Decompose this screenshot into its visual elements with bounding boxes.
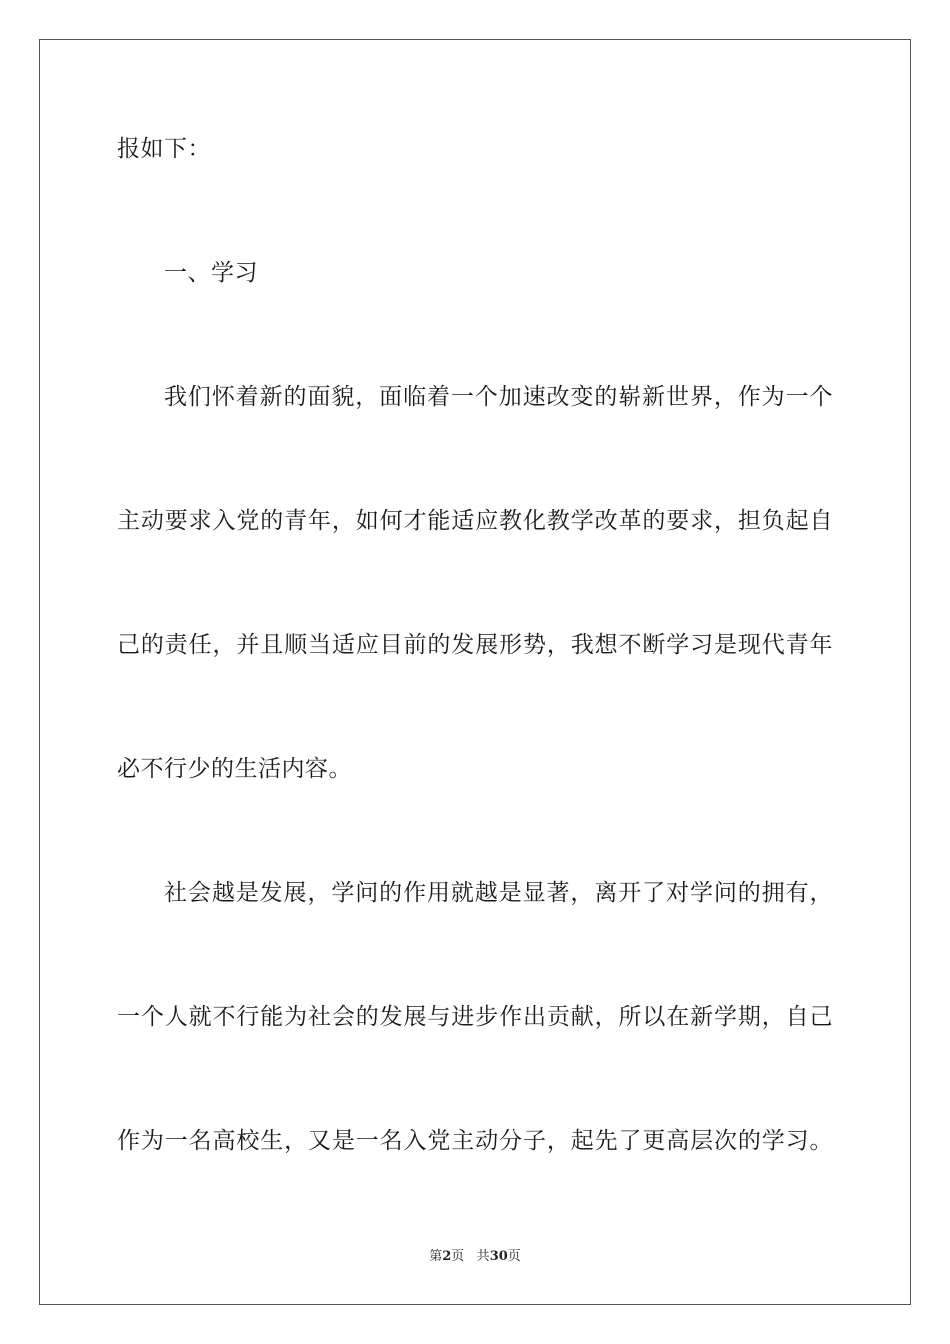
paragraph-1-line-3: 己的责任，并且顺当适应目前的发展形势，我想不断学习是现代青年 <box>117 632 833 658</box>
page-number: 2 <box>442 1249 452 1264</box>
paragraph-1-line-1: 我们怀着新的面貌，面临着一个加速改变的崭新世界，作为一个 <box>164 384 833 410</box>
paragraph-1-line-4: 必不行少的生活内容。 <box>117 756 352 782</box>
paragraph-2-line-2: 一个人就不行能为社会的发展与进步作出贡献，所以在新学期，自己 <box>117 1004 833 1030</box>
paragraph-1-line-2: 主动要求入党的青年，如何才能适应教化教学改革的要求，担负起自 <box>117 508 833 534</box>
page-footer <box>0 1248 950 1266</box>
page-frame <box>39 39 911 1305</box>
paragraph-2-line-1: 社会越是发展，学问的作用就越是显著，离开了对学问的拥有， <box>164 880 833 906</box>
total-prefix: 共 <box>476 1249 490 1264</box>
page-prefix: 第 <box>429 1249 443 1264</box>
text-line-intro: 报如下： <box>117 136 211 162</box>
total-suffix: 页 <box>507 1249 521 1264</box>
paragraph-2-line-3: 作为一名高校生，又是一名入党主动分子，起先了更高层次的学习。 <box>117 1128 833 1154</box>
page-suffix: 页 <box>451 1249 465 1264</box>
total-pages: 30 <box>489 1249 508 1264</box>
section-heading-study: 一、学习 <box>164 260 258 286</box>
